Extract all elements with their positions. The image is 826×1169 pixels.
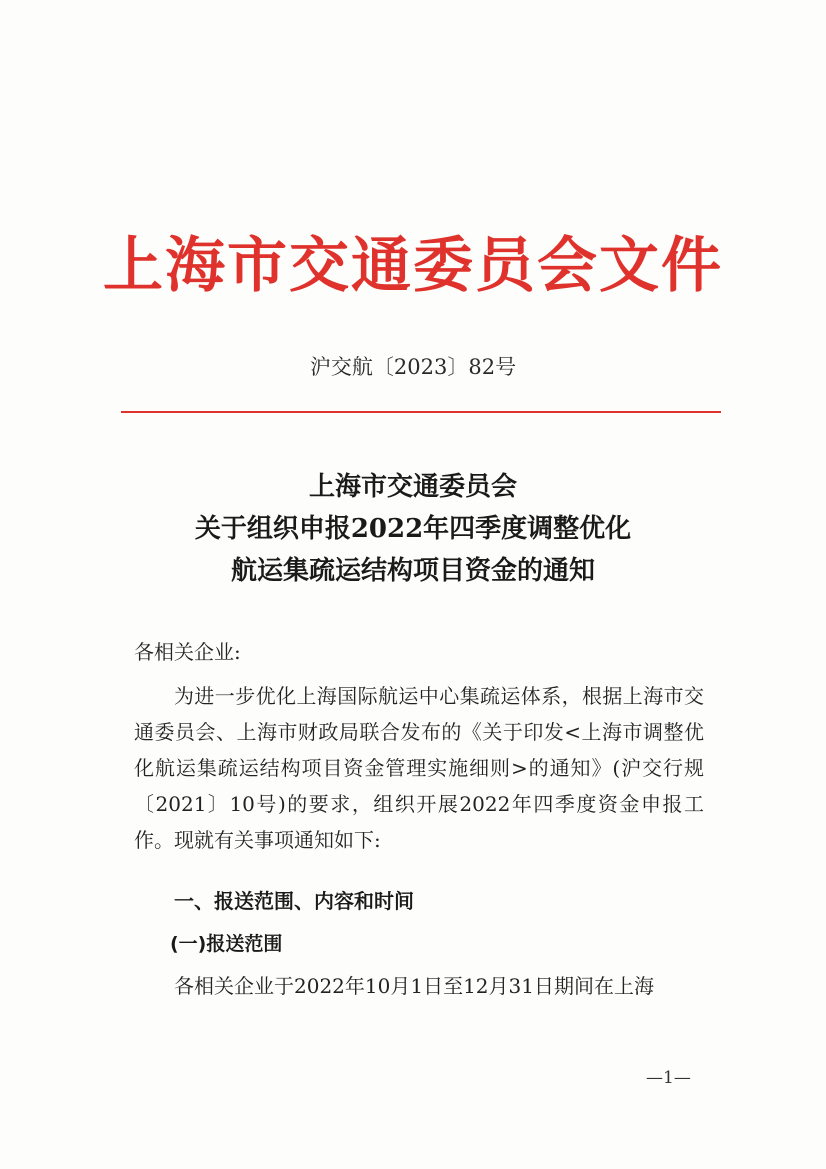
subsection-heading-1: (一)报送范围 xyxy=(170,933,283,955)
section-heading-1: 一、报送范围、内容和时间 xyxy=(174,889,414,913)
document-number: 沪交航〔2023〕82号 xyxy=(309,355,517,379)
issuer-header-title: 上海市交通委员会文件 xyxy=(103,231,723,301)
intro-paragraph: 为进一步优化上海国际航运中心集疏运体系，根据上海市交通委员会、上海市财政局联合发布的《关于印发<上海市调整优化航运集疏运结构项目资金管理实施细则>的通知》(沪交行规〔2021〕10号)的要求，组织开展2022年四季度资金申报工作。现就有关事项通知如下: xyxy=(134,684,704,852)
red-divider-line xyxy=(121,411,721,413)
page-number: —1— xyxy=(646,1068,691,1088)
title-line-3: 航运集疏运结构项目资金的通知 xyxy=(230,556,595,586)
title-line-2: 关于组织申报2022年四季度调整优化 xyxy=(194,514,632,544)
salutation: 各相关企业: xyxy=(134,640,241,664)
subsection-1-text: 各相关企业于2022年10月1日至12月31日期间在上海 xyxy=(174,974,654,998)
document-title xyxy=(0,466,826,592)
title-line-1: 上海市交通委员会 xyxy=(308,472,517,502)
